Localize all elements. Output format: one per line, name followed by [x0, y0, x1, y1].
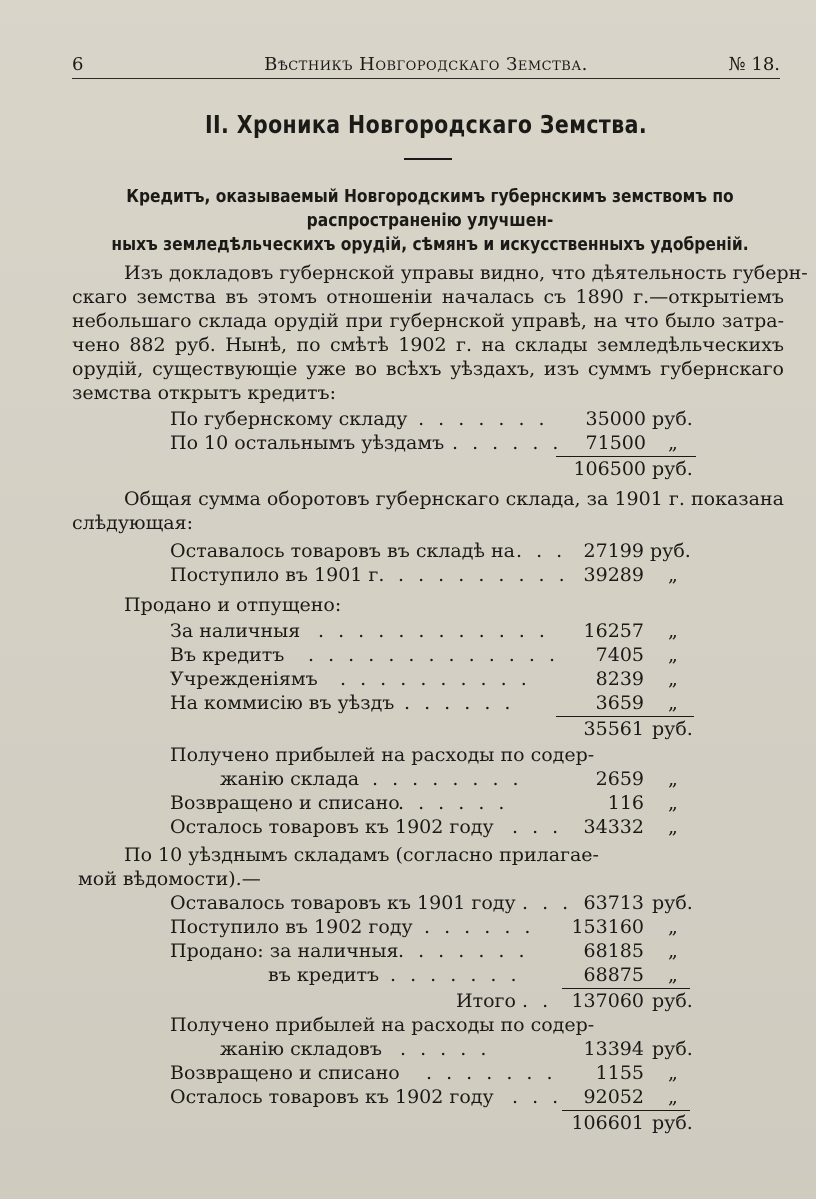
leader-dots: . . . . . . . . .: [398, 564, 569, 586]
row-label: Возвращено и списано: [170, 792, 400, 814]
total-row: [0, 457, 816, 481]
leader-dots: . . . . . . . . . .: [340, 668, 531, 690]
row-value: 34332: [583, 816, 644, 838]
row-value: 92052: [583, 1086, 644, 1108]
row-label: Продано и отпущено:: [124, 594, 342, 616]
total-unit: руб.: [652, 458, 693, 480]
leader-dots: . .: [522, 990, 553, 1012]
chapter-title: II. Хроника Новгородскаго Земства.: [204, 110, 648, 139]
ledger-row: [0, 1013, 816, 1037]
paragraph-line: Общая сумма оборотовъ губернскаго склада, за 1901 г. показана: [124, 488, 784, 510]
row-value: 71500: [585, 432, 646, 454]
row-label: жанію склада: [220, 768, 360, 790]
leader-dots: . . .: [512, 816, 563, 838]
row-value: 63713: [583, 892, 644, 914]
total-row: [0, 717, 816, 741]
ledger-row: [0, 767, 816, 791]
total-value: 106601: [571, 1112, 644, 1134]
row-label: По 10 уѣзднымъ складамъ (согласно прилагае-: [124, 844, 599, 866]
leader-dots: . . .: [522, 892, 573, 914]
ledger-row: [0, 815, 816, 839]
leader-dots: . . .: [512, 1086, 563, 1108]
row-label: Получено прибылей на расходы по содер-: [170, 1014, 595, 1036]
section-subheading: [95, 185, 766, 257]
paragraph-line: чено 882 руб. Нынѣ, по смѣтѣ 1902 г. на склады земледѣльческихъ: [72, 334, 784, 356]
total-value: 35561: [583, 718, 644, 740]
leader-dots: . . . . .: [400, 1038, 491, 1060]
row-label: Осталось товаровъ къ 1902 году: [170, 1086, 494, 1108]
leader-dots: . . . . . . . . . . . .: [318, 620, 549, 642]
paragraph-line: земства открытъ кредитъ:: [72, 382, 336, 404]
paragraph-line: Изъ докладовъ губернской управы видно, что дѣятельность губерн-: [124, 262, 808, 284]
row-value: 68875: [583, 964, 644, 986]
ledger-row: [0, 1037, 816, 1061]
ledger-row: [0, 791, 816, 815]
page-number: 6: [72, 54, 84, 75]
row-unit: руб.: [652, 1038, 693, 1060]
ledger-row: [0, 963, 816, 987]
ledger-row: [0, 743, 816, 767]
issue-number: № 18.: [728, 54, 780, 75]
leader-dots: . . .: [516, 540, 567, 562]
row-value: 68185: [583, 940, 644, 962]
turnover-paragraph: [72, 487, 784, 535]
district-heading: [78, 867, 578, 891]
leader-dots: . . . . . . . . . . . . .: [308, 644, 559, 666]
row-value: 16257: [583, 620, 644, 642]
ledger-row: [0, 891, 816, 915]
leader-dots: . . . . . . . .: [398, 408, 549, 430]
row-unit: „: [668, 564, 678, 586]
subheading-line: Кредитъ, оказываемый Новгородскимъ губернскимъ земствомъ по распространенію улучшен-: [126, 186, 734, 231]
journal-title: Вѣстникъ Новгородскаго Земства.: [264, 54, 588, 75]
row-unit: „: [668, 768, 678, 790]
district-heading: [124, 843, 624, 867]
leader-dots: . . . . . . .: [426, 1062, 557, 1084]
paragraph-line: орудій, существующіе уже во всѣхъ уѣздахъ, изъ суммъ губернскаго: [72, 358, 784, 380]
sold-heading: [124, 593, 624, 617]
total-value: 106500: [573, 458, 646, 480]
row-value: 7405: [595, 644, 644, 666]
row-unit: руб.: [652, 408, 693, 430]
ledger-row: [0, 915, 816, 939]
row-label: жанію складовъ: [220, 1038, 382, 1060]
subtotal-row: [0, 989, 816, 1013]
title-rule: [404, 158, 452, 160]
subtotal-unit: руб.: [652, 990, 693, 1012]
ledger-row: [0, 939, 816, 963]
intro-paragraph: [72, 261, 808, 405]
row-label: За наличныя: [170, 620, 301, 642]
row-label: Въ кредитъ: [170, 644, 285, 666]
row-unit: руб.: [650, 540, 691, 562]
leader-dots: . . . . . .: [404, 692, 515, 714]
row-label: мой вѣдомости).—: [78, 868, 261, 890]
row-label: Продано: за наличныя: [170, 940, 399, 962]
ledger-row: [0, 1085, 816, 1109]
row-value: 13394: [583, 1038, 644, 1060]
row-label: Оставалось товаровъ къ 1901 году: [170, 892, 516, 914]
row-unit: руб.: [652, 892, 693, 914]
paragraph-line: скаго земства въ этомъ отношеніи началась съ 1890 г.—открытіемъ: [72, 286, 784, 308]
paragraph-line: слѣдующая:: [72, 512, 193, 534]
ledger-row: [0, 667, 816, 691]
ledger-row: [0, 539, 816, 563]
ledger-row: [0, 563, 816, 587]
row-label: Осталось товаровъ къ 1902 году: [170, 816, 494, 838]
leader-dots: . . . . . . .: [390, 964, 521, 986]
row-value: 27199: [583, 540, 644, 562]
total-unit: руб.: [652, 1112, 693, 1134]
row-label: Поступило въ 1902 году: [170, 916, 413, 938]
header-rule: [72, 78, 780, 79]
ledger-row: [0, 643, 816, 667]
row-unit: „: [668, 916, 678, 938]
row-value: 116: [607, 792, 644, 814]
row-unit: „: [668, 792, 678, 814]
total-unit: руб.: [652, 718, 693, 740]
leader-dots: . . . . . .: [398, 792, 509, 814]
row-unit: „: [668, 816, 678, 838]
row-unit: „: [668, 940, 678, 962]
leader-dots: . . . . . . .: [398, 940, 529, 962]
row-unit: „: [668, 1086, 678, 1108]
row-label: Поступило въ 1901 г.: [170, 564, 385, 586]
ledger-row: [0, 431, 816, 455]
row-value: 39289: [583, 564, 644, 586]
row-unit: „: [668, 432, 678, 454]
row-label: Оставалось товаровъ въ складѣ на: [170, 540, 515, 562]
row-value: 1155: [595, 1062, 644, 1084]
row-value: 35000: [585, 408, 646, 430]
leader-dots: . . . . . . . .: [372, 768, 523, 790]
subtotal-value: 137060: [571, 990, 644, 1012]
row-label: По губернскому складу: [170, 408, 408, 430]
row-label: На коммисію въ уѣздъ: [170, 692, 395, 714]
running-header: [72, 54, 780, 78]
paragraph-line: небольшаго склада орудій при губернской управѣ, на что было затра-: [72, 310, 784, 332]
ledger-row: [0, 407, 816, 431]
row-value: 3659: [595, 692, 644, 714]
ledger-row: [0, 691, 816, 715]
row-label: Получено прибылей на расходы по содер-: [170, 744, 595, 766]
row-unit: „: [668, 644, 678, 666]
row-label: Учрежденіямъ: [170, 668, 318, 690]
row-unit: „: [668, 620, 678, 642]
row-label: въ кредитъ: [268, 964, 380, 986]
total-row: [0, 1111, 816, 1135]
subheading-line: ныхъ земледѣльческихъ орудій, сѣмянъ и искусственныхъ удобреній.: [111, 234, 749, 255]
ledger-row: [0, 619, 816, 643]
row-label: По 10 остальнымъ уѣздамъ: [170, 432, 445, 454]
row-value: 2659: [595, 768, 644, 790]
row-unit: „: [668, 668, 678, 690]
row-label: Возвращено и списано: [170, 1062, 400, 1084]
row-unit: „: [668, 964, 678, 986]
row-value: 8239: [595, 668, 644, 690]
leader-dots: . . . . . .: [424, 916, 535, 938]
ledger-row: [0, 1061, 816, 1085]
leader-dots: . . . . . .: [452, 432, 563, 454]
subtotal-label: Итого: [456, 990, 516, 1012]
row-value: 153160: [571, 916, 644, 938]
row-unit: „: [668, 692, 678, 714]
row-unit: „: [668, 1062, 678, 1084]
